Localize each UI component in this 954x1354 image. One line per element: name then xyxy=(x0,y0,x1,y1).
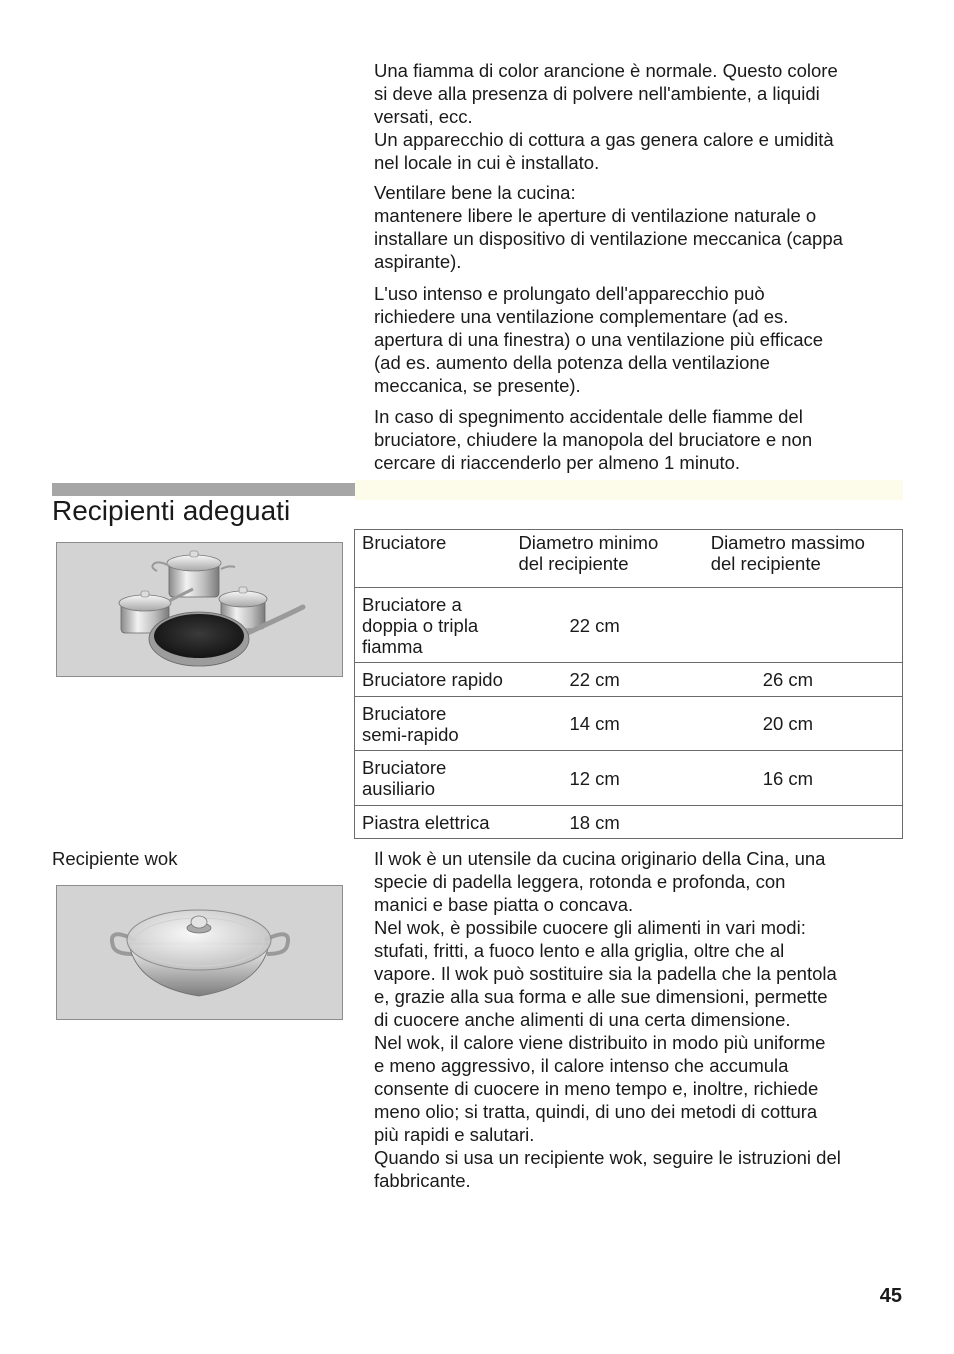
text-line: richiedere una ventilazione complementare (ad es. xyxy=(374,306,789,327)
header-text: del recipiente xyxy=(710,553,821,574)
text-line: aspirante). xyxy=(374,251,462,272)
min-diameter-cell: 12 cm xyxy=(510,751,702,806)
text-line: Il wok è un utensile da cucina originario della Cina, una xyxy=(374,848,826,869)
burner-name: semi-rapido xyxy=(362,723,459,745)
text-line: nel locale in cui è installato. xyxy=(374,152,600,173)
header-text: Bruciatore xyxy=(362,532,447,553)
text-line: Nel wok, il calore viene distribuito in modo più uniforme xyxy=(374,1032,826,1053)
burner-name: Piastra elettrica xyxy=(362,811,490,833)
text-line: cercare di riaccenderlo per almeno 1 minuto. xyxy=(374,452,741,473)
section-title: Recipienti adeguati xyxy=(52,495,291,526)
burner-name: Bruciatore rapido xyxy=(362,669,503,690)
text-line: fabbricante. xyxy=(374,1170,471,1191)
table-header-cell xyxy=(355,530,511,588)
text-line: meno olio; si tratta, quindi, di uno dei metodi di cottura xyxy=(374,1101,818,1122)
text-line: installare un dispositivo di ventilazione meccanica (cappa xyxy=(374,228,843,249)
text-line: meccanica, se presente). xyxy=(374,375,581,396)
text-line: Nel wok, è possibile cuocere gli alimenti in vari modi: xyxy=(374,917,806,938)
text-line: (ad es. aumento della potenza della ventilazione xyxy=(374,352,770,373)
intro-paragraph-2 xyxy=(374,181,906,273)
section-band xyxy=(355,480,903,500)
text-line: Un apparecchio di cottura a gas genera calore e umidità xyxy=(374,129,834,150)
wok-caption: Recipiente wok xyxy=(52,848,178,869)
burner-name-cell xyxy=(355,806,511,839)
text-line: e meno aggressivo, il calore intenso che accumula xyxy=(374,1055,789,1076)
text-line: stufati, fritti, a fuoco lento e alla griglia, oltre che al xyxy=(374,940,785,961)
wok-description xyxy=(374,847,906,1192)
burner-name: ausiliario xyxy=(362,778,436,799)
table-row xyxy=(355,697,903,751)
table-row xyxy=(355,806,903,839)
text-line: più rapidi e salutari. xyxy=(374,1124,535,1145)
text-line: versati, ecc. xyxy=(374,106,473,127)
text-line: vapore. Il wok può sostituire sia la padella che la pentola xyxy=(374,963,837,984)
text-line: specie di padella leggera, rotonda e profonda, con xyxy=(374,871,786,892)
text-line: manici e base piatta o concava. xyxy=(374,894,634,915)
text-line: consente di cuocere in meno tempo e, inoltre, richiede xyxy=(374,1078,819,1099)
table-header-row xyxy=(355,530,903,588)
burner-name-cell xyxy=(355,697,511,751)
burner-name-cell xyxy=(355,663,511,697)
burner-name: Bruciatore a xyxy=(362,593,462,615)
header-text: del recipiente xyxy=(518,553,629,574)
text-line: bruciatore, chiudere la manopola del bruciatore e non xyxy=(374,429,813,450)
text-line: mantenere libere le aperture di ventilazione naturale o xyxy=(374,205,817,226)
max-diameter-cell xyxy=(703,806,903,839)
burner-name-cell xyxy=(355,751,511,806)
burner-name: fiamma xyxy=(362,635,423,657)
cookware-illustration xyxy=(56,542,343,677)
text-line: si deve alla presenza di polvere nell'ambiente, a liquidi xyxy=(374,83,820,104)
header-text: Diametro massimo xyxy=(710,532,865,553)
min-diameter-cell: 22 cm xyxy=(510,588,702,663)
max-diameter-cell xyxy=(703,588,903,663)
intro-paragraph-4 xyxy=(374,405,906,474)
text-line: L'uso intenso e prolungato dell'apparecchio può xyxy=(374,283,765,304)
max-diameter-cell: 26 cm xyxy=(703,663,903,697)
min-diameter-cell: 14 cm xyxy=(510,697,702,751)
min-diameter-cell: 22 cm xyxy=(510,663,702,697)
text-line: Ventilare bene la cucina: xyxy=(374,182,576,203)
min-diameter-cell: 18 cm xyxy=(510,806,702,839)
text-line: In caso di spegnimento accidentale delle fiamme del xyxy=(374,406,803,427)
table-header-cell xyxy=(703,530,903,588)
intro-paragraph-1 xyxy=(374,59,906,174)
intro-paragraph-3 xyxy=(374,282,906,397)
burner-name: Bruciatore xyxy=(362,757,447,778)
text-line: di cuocere anche alimenti di una certa dimensione. xyxy=(374,1009,791,1030)
burner-name-cell xyxy=(355,588,511,663)
text-line: Una fiamma di color arancione è normale. Questo colore xyxy=(374,60,838,81)
page-number: 45 xyxy=(879,1285,902,1307)
max-diameter-cell: 20 cm xyxy=(703,697,903,751)
max-diameter-cell: 16 cm xyxy=(703,751,903,806)
text-line: Quando si usa un recipiente wok, seguire le istruzioni del xyxy=(374,1147,841,1168)
table-row xyxy=(355,588,903,663)
wok-illustration xyxy=(56,885,343,1020)
header-text: Diametro minimo xyxy=(518,532,659,553)
text-line: apertura di una finestra) o una ventilazione più efficace xyxy=(374,329,824,350)
burner-name: doppia o tripla xyxy=(362,614,479,636)
table-header-cell xyxy=(510,530,702,588)
burner-size-table xyxy=(354,529,903,839)
burner-name: Bruciatore xyxy=(362,702,447,724)
table-row xyxy=(355,663,903,697)
text-line: e, grazie alla sua forma e alle sue dimensioni, permette xyxy=(374,986,828,1007)
table-row xyxy=(355,751,903,806)
